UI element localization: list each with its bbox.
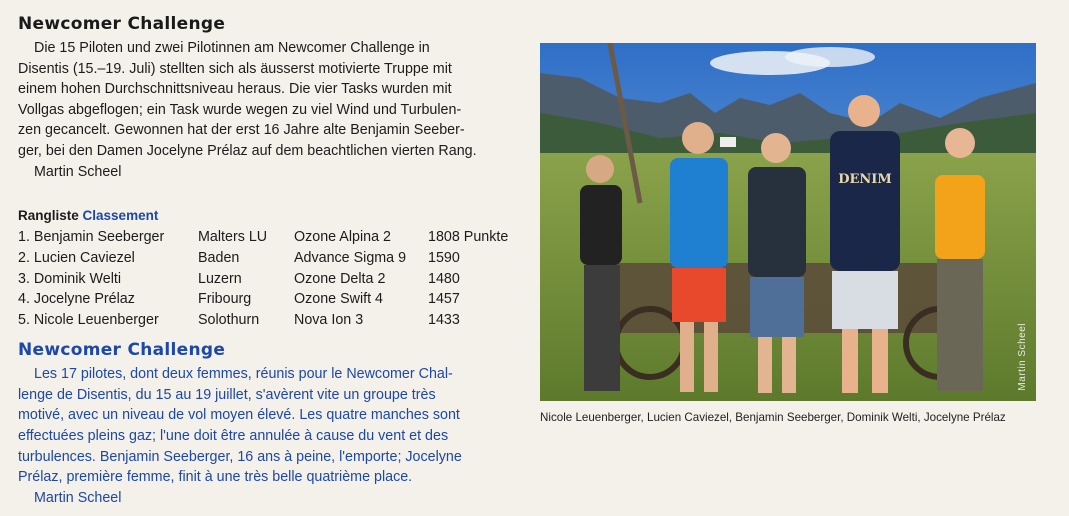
- ranking-place: Solothurn: [198, 311, 260, 328]
- ranking-glider: Ozone Delta 2: [294, 270, 386, 287]
- author-de: Martin Scheel: [34, 163, 122, 180]
- table-row: [18, 268, 518, 289]
- photo-credit: Martin Scheel: [1017, 323, 1028, 391]
- article-body-de: [18, 38, 523, 162]
- article-body-fr: [18, 364, 523, 488]
- body-line: Prélaz, première femme, finit à une très belle quatrième place.: [18, 469, 413, 486]
- ranking-glider: Ozone Alpina 2: [294, 229, 391, 246]
- ranking-place: Luzern: [198, 270, 242, 287]
- table-row: [18, 227, 518, 248]
- ranking-glider: Nova Ion 3: [294, 311, 364, 328]
- article-title-de: Newcomer Challenge: [18, 14, 226, 34]
- ranking-name: 3. Dominik Welti: [18, 270, 122, 287]
- ranking-points: 1433: [428, 311, 460, 328]
- table-row: [18, 289, 518, 310]
- article-fr: [18, 340, 523, 508]
- ranking-heading: [18, 208, 523, 223]
- article-title-fr: Newcomer Challenge: [18, 340, 226, 361]
- ranking-points: 1457: [428, 291, 460, 308]
- ranking-place: Fribourg: [198, 291, 252, 308]
- body-line: ger, bei den Damen Jocelyne Prélaz auf dem beachtlichen vierten Rang.: [18, 142, 477, 159]
- ranking-glider: Advance Sigma 9: [294, 250, 407, 267]
- body-line: Disentis (15.–19. Juli) stellten sich als äusserst motivierte Truppe mit: [18, 60, 452, 77]
- body-line: Les 17 pilotes, dont deux femmes, réunis pour le Newcomer Chal-: [34, 366, 453, 383]
- body-line: effectuées pleins gaz; l'une doit être annulée à cause du vent et des: [18, 427, 449, 444]
- body-line: lenge de Disentis, du 15 au 19 juillet, s'avèrent vite un groupe très: [18, 386, 436, 403]
- photo-caption: Nicole Leuenberger, Lucien Caviezel, Benjamin Seeberger, Dominik Welti, Jocelyne Prélaz: [540, 411, 1006, 424]
- ranking-name: 4. Jocelyne Prélaz: [18, 291, 135, 308]
- table-row: [18, 310, 518, 331]
- shirt-print: DENIM: [838, 172, 892, 187]
- photo-illustration: [540, 43, 1036, 401]
- body-line: zen gecancelt. Gewonnen hat der erst 16 Jahre alte Benjamin Seeber-: [18, 122, 465, 139]
- ranking-points: 1590: [428, 250, 460, 267]
- author-fr: Martin Scheel: [34, 489, 122, 506]
- body-line: Die 15 Piloten und zwei Pilotinnen am Newcomer Challenge in: [34, 40, 430, 56]
- ranking-place: Malters LU: [198, 229, 268, 246]
- ranking-label-fr: Classement: [82, 208, 159, 224]
- body-line: einem hohen Durchschnittsniveau heraus. Die vier Tasks wurden mit: [18, 81, 452, 98]
- ranking-label-de: Rangliste: [18, 208, 79, 224]
- ranking-glider: Ozone Swift 4: [294, 291, 383, 308]
- ranking-name: 1. Benjamin Seeberger: [18, 229, 165, 246]
- table-row: [18, 248, 518, 269]
- ranking-name: 5. Nicole Leuenberger: [18, 311, 159, 328]
- person-1: [580, 155, 622, 391]
- group-photo: [540, 43, 1036, 401]
- ranking-name: 2. Lucien Caviezel: [18, 250, 135, 267]
- ranking-points: 1480: [428, 270, 460, 287]
- body-line: motivé, avec un niveau de vol moyen élevé. Les quatre manches sont: [18, 407, 460, 424]
- ranking-place: Baden: [198, 250, 240, 267]
- body-line: turbulences. Benjamin Seeberger, 16 ans à peine, l'emporte; Jocelyne: [18, 448, 462, 465]
- ranking-table: [18, 227, 518, 330]
- article-column: [18, 14, 523, 508]
- body-line: Vollgas abgeflogen; ein Task wurde wegen zu viel Wind und Turbulen-: [18, 101, 462, 118]
- ranking-points: 1808 Punkte: [428, 229, 509, 246]
